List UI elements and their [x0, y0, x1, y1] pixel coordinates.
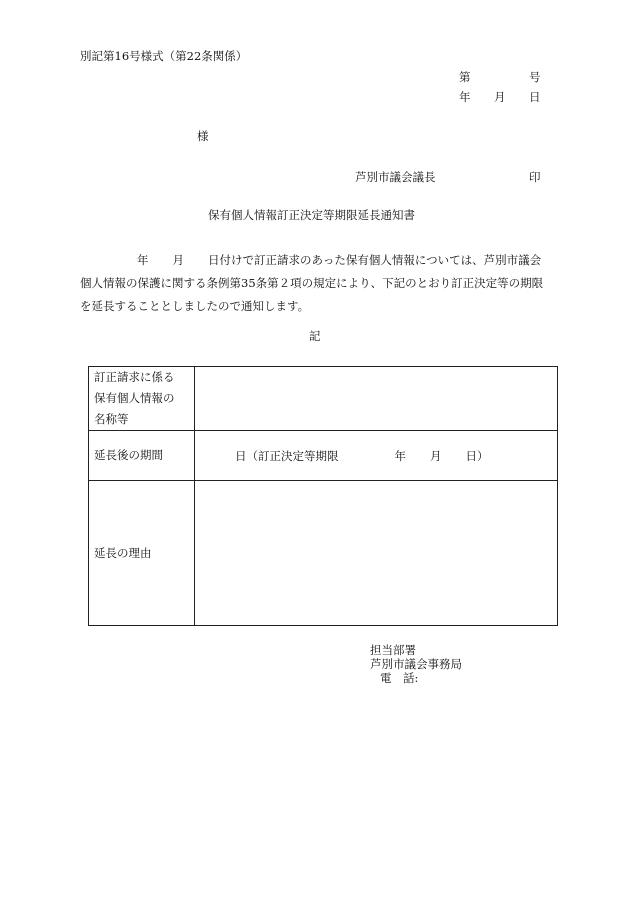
date-day: 日 [529, 90, 541, 104]
deadline-day: 日） [465, 448, 489, 463]
row-label-extended-period: 延長後の期間 [89, 431, 195, 481]
date-year: 年 [459, 90, 471, 104]
ki-heading: 記 [309, 329, 321, 343]
table-row [89, 481, 558, 626]
body-line-1-rest: 日付けで訂正請求のあった保有個人情報については、芦別市議会 [208, 253, 542, 267]
extended-day: 日（訂正決定等期限 [235, 448, 339, 463]
row-value-reason [195, 481, 558, 626]
addressee-suffix: 様 [197, 129, 209, 143]
table-row [89, 431, 558, 481]
seal-mark: 印 [529, 170, 541, 184]
row-value-extended-period [195, 431, 558, 481]
date-month: 月 [494, 90, 506, 104]
body-line-2: 個人情報の保護に関する条例第35条第２項の規定により、下記のとおり訂正決定等の期限 [80, 276, 544, 290]
body-date-month: 月 [172, 253, 184, 267]
form-id: 別記第16号様式（第22条関係） [80, 49, 248, 63]
body-date-year: 年 [137, 253, 149, 267]
document-title: 保有個人情報訂正決定等期限延長通知書 [208, 208, 415, 222]
row-label-info-name: 訂正請求に係る 保有個人情報の 名称等 [89, 367, 195, 431]
record-table [88, 366, 558, 626]
deadline-month: 月 [430, 448, 442, 463]
deadline-year: 年 [394, 448, 406, 463]
phone-label: 電 話: [380, 671, 419, 685]
body-line-3: を延長することとしましたので通知します。 [80, 299, 310, 313]
body-paragraph [80, 249, 560, 318]
row-value-info-name [195, 367, 558, 431]
contact-block [370, 643, 462, 685]
row-label-reason: 延長の理由 [89, 481, 195, 626]
number-suffix: 号 [529, 70, 541, 84]
sender-title: 芦別市議会議長 [355, 170, 436, 184]
dept-name: 芦別市議会事務局 [370, 657, 462, 671]
table-row [89, 367, 558, 431]
body-line-1 [80, 249, 560, 272]
number-prefix: 第 [459, 70, 471, 84]
dept-label: 担当部署 [370, 643, 416, 657]
